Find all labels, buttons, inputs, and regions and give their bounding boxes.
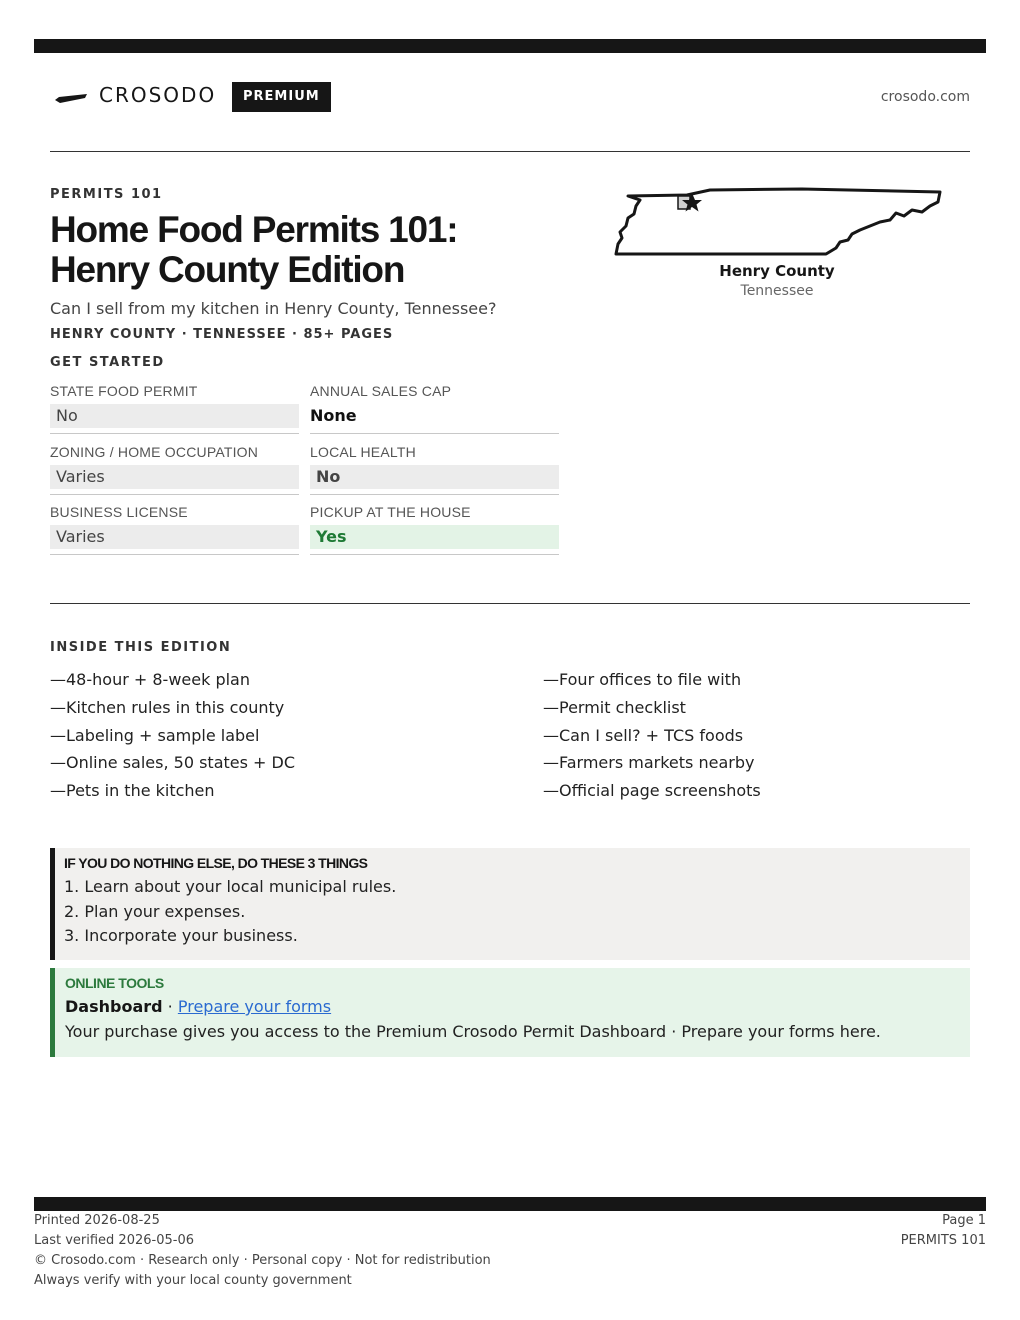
list-item: —Farmers markets nearby [543,753,755,773]
verified-date: Last verified 2026-05-06 [34,1233,194,1248]
premium-badge: PREMIUM [232,82,331,112]
local-health-field [310,444,559,495]
list-item: —Online sales, 50 states + DC [50,753,296,773]
field-label: LOCAL HEALTH [310,444,416,460]
dashboard-line [65,997,970,1016]
list-item: —Official page screenshots [543,781,761,801]
field-value: Yes [310,525,559,549]
zoning-field [50,444,299,495]
field-label: STATE FOOD PERMIT [50,383,198,399]
edition-meta: HENRY COUNTY · TENNESSEE · 85+ PAGES [50,327,394,342]
page-number: Page 1 [942,1213,986,1228]
field-value: Varies [50,465,299,489]
footer-right [901,1211,986,1251]
dashboard-label: Dashboard [65,997,163,1016]
header [50,82,970,112]
field-label: ZONING / HOME OCCUPATION [50,444,259,460]
field-value: None [310,406,357,425]
map-county-label: Henry County [719,262,835,280]
online-tools-description: Your purchase gives you access to the Premium Crosodo Permit Dashboard · Prepare your forms here. [65,1022,881,1041]
online-tools-title: ONLINE TOOLS [65,975,164,991]
inside-edition-heading: INSIDE THIS EDITION [50,640,232,655]
list-item: —48-hour + 8-week plan [50,670,250,689]
printed-date: Printed 2026-08-25 [34,1213,160,1228]
state-food-permit-field [50,383,299,434]
contents-list-right [543,666,963,805]
page-title: Home Food Permits 101: Henry County Edition [50,209,458,290]
tennessee-map-icon [612,182,944,260]
list-item: —Labeling + sample label [50,725,260,745]
list-item: 1. Learn about your local municipal rules. [64,877,397,896]
list-item: 2. Plan your expenses. [64,901,246,921]
list-item: —Can I sell? + TCS foods [543,725,744,745]
list-item: —Four offices to file with [543,670,742,689]
field-value: Varies [50,525,299,549]
get-started-heading: GET STARTED [50,355,165,370]
three-things-callout [50,848,970,960]
list-item: —Pets in the kitchen [50,781,215,801]
header-divider [50,151,970,152]
business-license-field [50,504,299,555]
footer-section: PERMITS 101 [900,1233,986,1248]
field-value: No [50,404,299,428]
copyright-notice: © Crosodo.com · Research only · Personal copy · Not for redistribution [34,1253,491,1268]
callout-title: IF YOU DO NOTHING ELSE, DO THESE 3 THINGS [64,855,368,871]
verify-note: Always verify with your local county government [34,1273,352,1288]
online-tools-callout [50,968,970,1057]
list-item: —Kitchen rules in this county [50,697,285,717]
pickup-field [310,504,559,555]
list-item: 3. Incorporate your business. [64,926,298,945]
annual-sales-cap-field [310,383,559,434]
brand-name[interactable]: CROSODO [99,83,217,107]
section-kicker: PERMITS 101 [50,187,163,202]
page-subtitle: Can I sell from my kitchen in Henry County, Tennessee? [50,299,497,318]
field-label: BUSINESS LICENSE [50,504,188,520]
footer-left [34,1211,491,1291]
contents-list-left [50,666,470,805]
field-label: PICKUP AT THE HOUSE [310,504,471,520]
footer-bar [34,1197,986,1211]
prepare-forms-link[interactable]: Prepare your forms [177,997,332,1016]
list-item: —Permit checklist [543,697,686,717]
site-url[interactable]: crosodo.com [880,89,970,105]
brand-logo-icon [54,88,88,106]
map-state-label: Tennessee [740,283,814,299]
field-label: ANNUAL SALES CAP [310,383,452,399]
top-bar [34,39,986,53]
three-things-list [64,875,970,949]
section-divider [50,603,970,604]
field-value: No [310,465,559,489]
separator: · [162,997,178,1016]
